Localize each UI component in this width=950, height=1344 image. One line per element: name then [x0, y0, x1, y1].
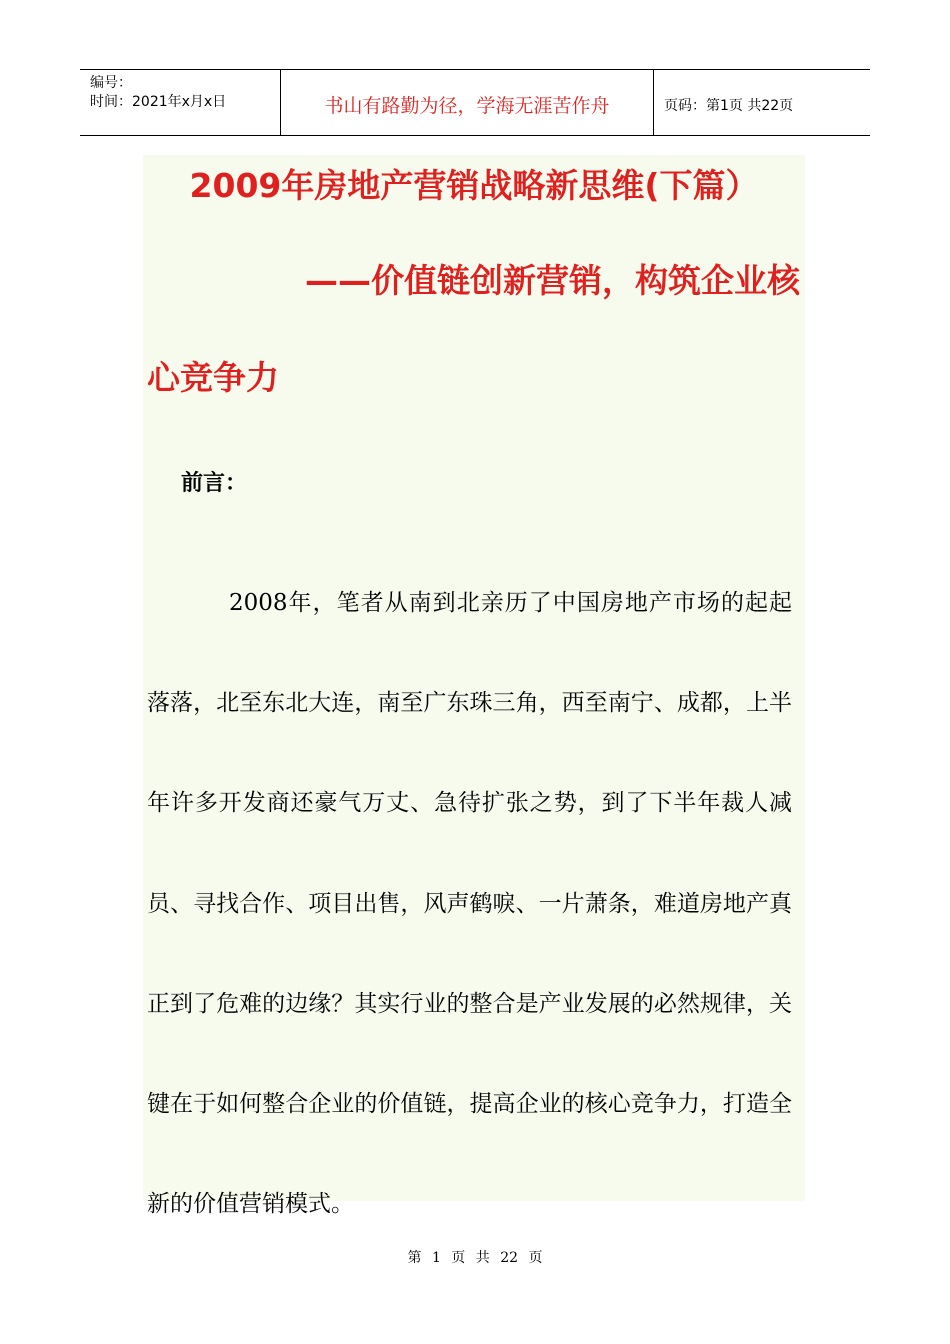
date-label: 时间：2021年x月x日 — [90, 94, 227, 110]
body-paragraph: 2008年，笔者从南到北亲历了中国房地产市场的起起落落，北至东北大连，南至广东珠三角，西至南宁、成都，上半年许多开发商还豪气万丈、急待扩张之势，到了下半年裁人减员、寻找合作、项目出售，风声鹤唳、一片萧条，难道房地产真正到了危难的边缘？其实行业的整合是产业发展的必然规律，关键在于如何整合企业的价值链，提高企业的核心竞争力，打造全新的价值营销模式。 — [147, 590, 792, 1218]
page-footer: 第 1 页 共 22 页 — [407, 1250, 543, 1266]
title-line-1: 2009年房地产营销战略新思维(下篇） — [189, 166, 759, 205]
header-meta-cell — [80, 70, 281, 135]
serial-label: 编号： — [90, 75, 132, 91]
title-line-2: ——价值链创新营销，构筑企业核 — [305, 261, 800, 300]
page-info: 页码：第1页 共22页 — [664, 97, 794, 114]
preface-heading: 前言： — [181, 471, 248, 496]
title-line-3: 心竞争力 — [147, 358, 279, 397]
header-motto-cell — [281, 70, 654, 135]
header-page-cell — [654, 70, 870, 135]
header-table — [80, 69, 870, 136]
motto-text: 书山有路勤为径，学海无涯苦作舟 — [324, 95, 610, 117]
